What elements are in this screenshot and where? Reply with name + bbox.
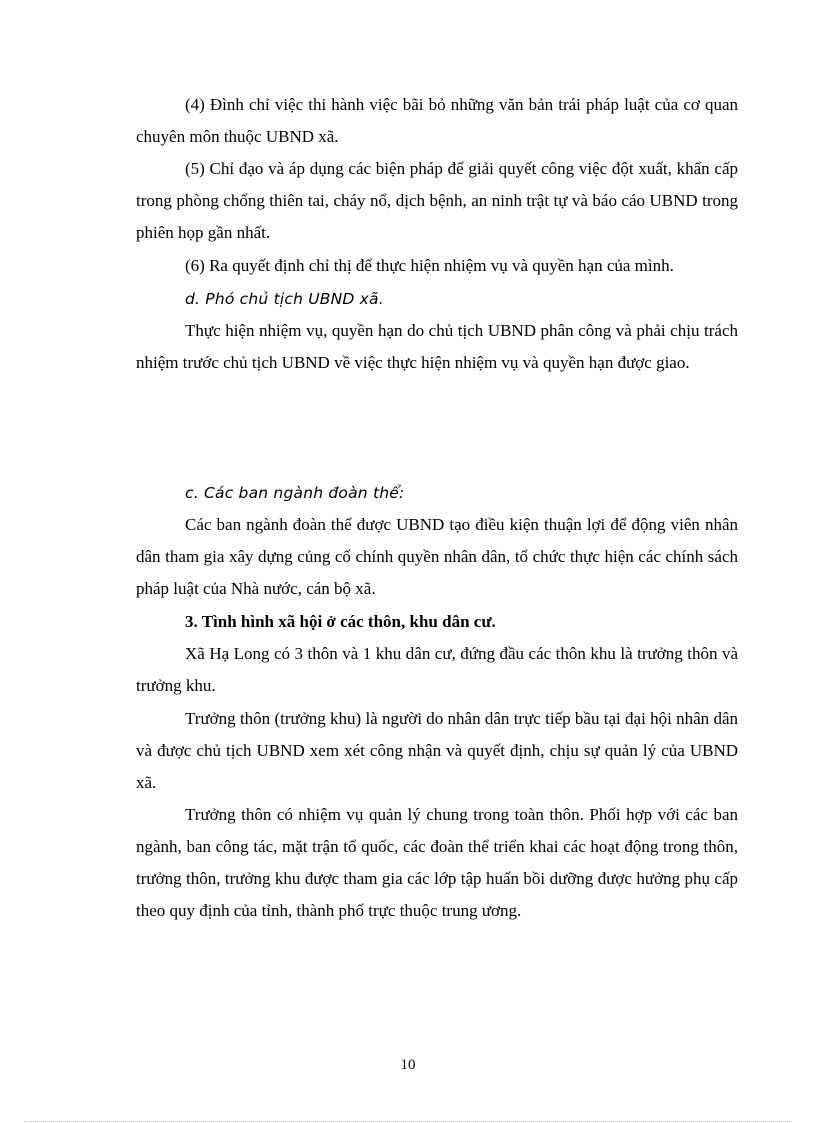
section-heading-social-situation: 3. Tình hình xã hội ở các thôn, khu dân cư. [185, 612, 496, 631]
page-number: 10 [400, 1057, 416, 1073]
paragraph-item-4: (4) Đình chỉ việc thi hành việc bãi bỏ những văn bản trái pháp luật của cơ quan chuyên môn thuộc UBND xã. [136, 95, 738, 146]
paragraph-departments: Các ban ngành đoàn thể được UBND tạo điều kiện thuận lợi để động viên nhân dân tham gia xây dựng củng cố chính quyền nhân dân, tổ chức thực hiện các chính sách pháp luật của Nhà nước, cán bộ xã. [136, 515, 738, 598]
section-heading-departments: c. Các ban ngành đoàn thể: [185, 484, 405, 502]
page-bottom-divider [24, 1121, 792, 1122]
paragraph-villages: Xã Hạ Long có 3 thôn và 1 khu dân cư, đứng đầu các thôn khu là trưởng thôn và trưởng khu. [136, 644, 738, 695]
paragraph-village-head-duties: Trưởng thôn có nhiệm vụ quản lý chung trong toàn thôn. Phối hợp với các ban ngành, ban công tác, mặt trận tổ quốc, các đoàn thể triển khai các hoạt động trong thôn, trưởng thôn, trưởng khu được tham gia các lớp tập huấn bồi dưỡng được hưởng phụ cấp theo quy định của tỉnh, thành phố trực thuộc trung ương. [136, 805, 738, 920]
paragraph-village-head-election: Trưởng thôn (trưởng khu) là người do nhân dân trực tiếp bầu tại đại hội nhân dân và được chủ tịch UBND xem xét công nhận và quyết định, chịu sự quản lý của UBND xã. [136, 709, 738, 792]
paragraph-vice-chairman-duties: Thực hiện nhiệm vụ, quyền hạn do chủ tịch UBND phân công và phải chịu trách nhiệm trước chủ tịch UBND về việc thực hiện nhiệm vụ và quyền hạn được giao. [136, 321, 738, 372]
section-heading-vice-chairman: d. Phó chủ tịch UBND xã. [185, 290, 384, 308]
paragraph-item-6: (6) Ra quyết định chỉ thị để thực hiện nhiệm vụ và quyền hạn của mình. [185, 256, 674, 275]
paragraph-item-5: (5) Chỉ đạo và áp dụng các biện pháp để giải quyết công việc đột xuất, khẩn cấp trong phòng chống thiên tai, cháy nổ, dịch bệnh, an ninh trật tự và báo cáo UBND trong phiên họp gần nhất. [136, 159, 738, 242]
